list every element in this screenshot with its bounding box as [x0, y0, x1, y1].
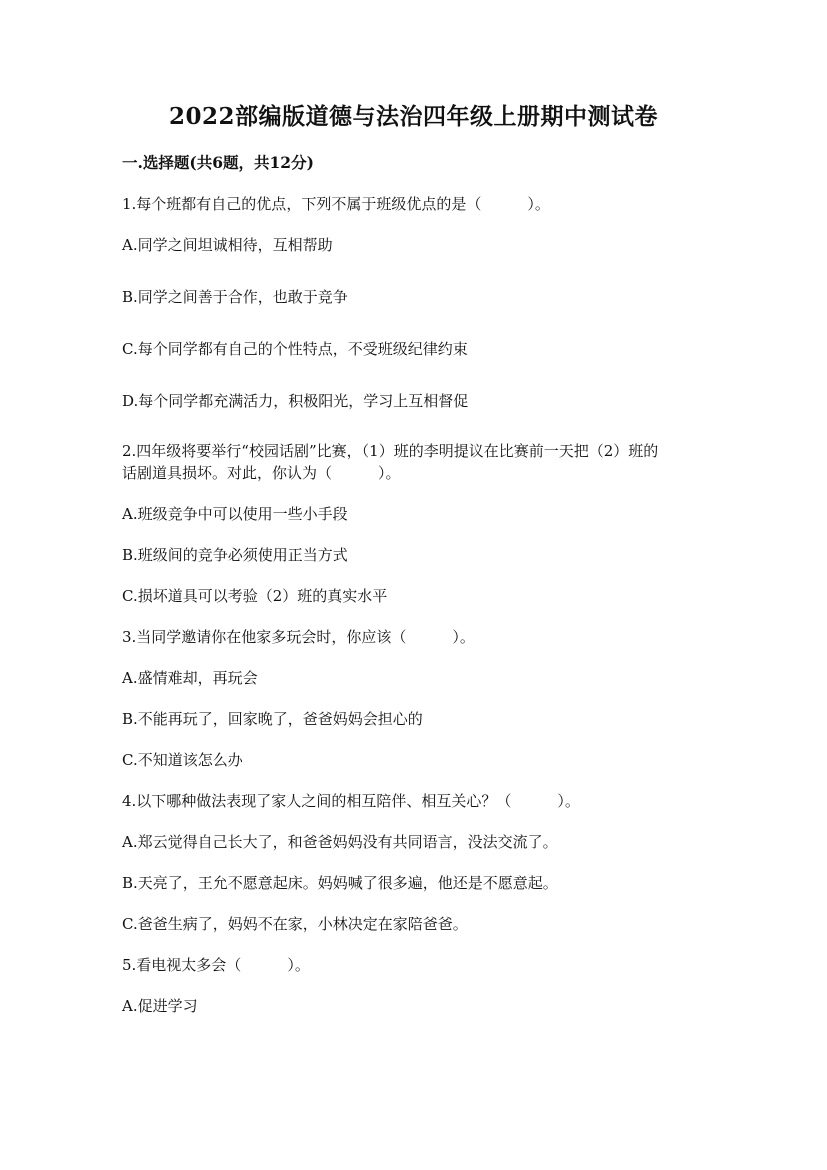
option-item: A.促进学习 [122, 997, 198, 1015]
section-heading: 一.选择题(共6题，共12分) [122, 153, 314, 172]
option-item: C.不知道该怎么办 [122, 751, 243, 769]
question-stem-end: ）。 [452, 628, 475, 646]
question-1-stem [122, 193, 712, 215]
option-item: C.损坏道具可以考验（2）班的真实水平 [122, 587, 388, 605]
option-item: B.不能再玩了，回家晚了，爸爸妈妈会担心的 [122, 710, 423, 728]
question-stem-text: 2.四年级将要举行“校园话剧”比赛，（1）班的李明提议在比赛前一天把（2）班的话剧道具损坏。对此，你认为（ [122, 442, 659, 482]
question-stem-end: ）。 [378, 464, 401, 482]
option-item: B.天亮了，王允不愿意起床。妈妈喊了很多遍，他还是不愿意起。 [122, 874, 558, 892]
question-3-stem [122, 626, 712, 648]
option-item: B.同学之间善于合作，也敢于竞争 [122, 288, 348, 306]
option-item: C.爸爸生病了，妈妈不在家，小林决定在家陪爸爸。 [122, 915, 468, 933]
question-stem-text: 1.每个班都有自己的优点，下列不属于班级优点的是（ [122, 195, 482, 213]
option-item: D.每个同学都充满活力，积极阳光，学习上互相督促 [122, 392, 469, 410]
question-stem-text: 4.以下哪种做法表现了家人之间的相互陪伴、相互关心？（ [122, 792, 512, 810]
question-stem-end: ）。 [527, 195, 550, 213]
option-item: A.盛情难却，再玩会 [122, 669, 258, 687]
question-stem-text: 5.看电视太多会（ [122, 956, 242, 974]
option-item: A.郑云觉得自己长大了，和爸爸妈妈没有共同语言，没法交流了。 [122, 833, 558, 851]
option-item: A.班级竞争中可以使用一些小手段 [122, 505, 348, 523]
option-item: C.每个同学都有自己的个性特点，不受班级纪律约束 [122, 340, 468, 358]
page-title: 2022部编版道德与法治四年级上册期中测试卷 [168, 103, 658, 130]
question-2-stem [122, 440, 670, 484]
question-stem-end: ）。 [287, 956, 310, 974]
question-4-stem [122, 790, 712, 812]
option-item: A.同学之间坦诚相待，互相帮助 [122, 236, 333, 254]
question-stem-end: ）。 [557, 792, 580, 810]
question-stem-text: 3.当同学邀请你在他家多玩会时，你应该（ [122, 628, 407, 646]
option-item: B.班级间的竞争必须使用正当方式 [122, 546, 348, 564]
question-5-stem [122, 954, 712, 976]
